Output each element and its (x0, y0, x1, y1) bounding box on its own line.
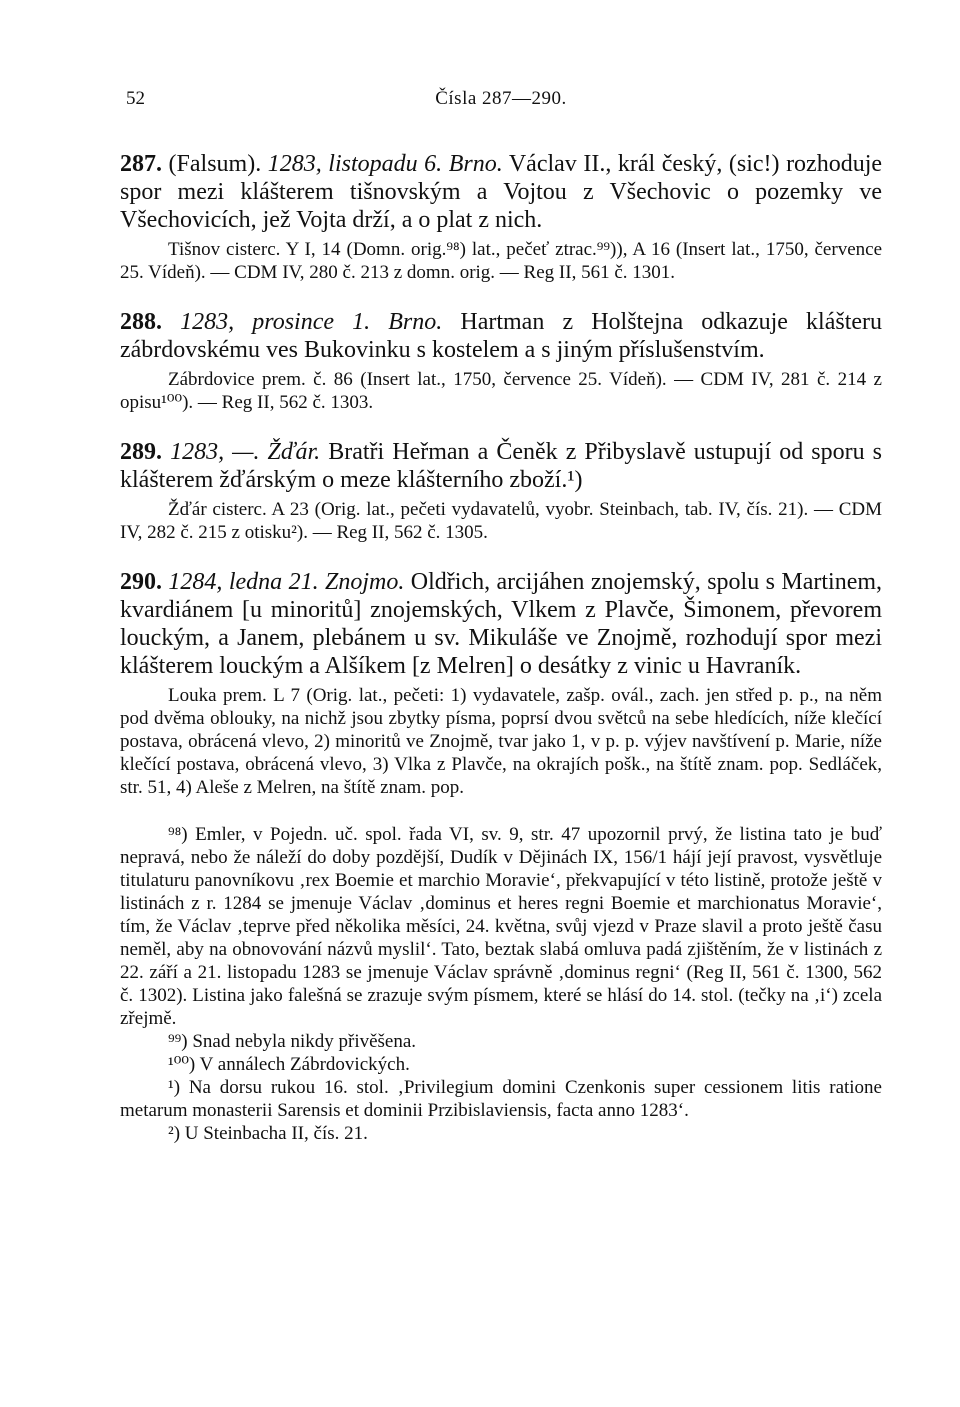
running-title: Čísla 287—290. (435, 88, 567, 109)
entry-body (120, 438, 882, 494)
entry-date: 1284, ledna 21. Znojmo. (168, 569, 405, 595)
entry-text: Hartman z Holštejna odkazuje klášteru zábrdovskému ves Bukovinku s kostelem a s jiným příslušenstvím. (120, 309, 883, 363)
footnotes (120, 823, 882, 1145)
entry-289 (120, 438, 882, 544)
running-head (120, 88, 882, 118)
entry-date: 1283, —. Žďár. (170, 439, 321, 465)
footnote-2: ²) U Steinbacha II, čís. 21. (168, 1123, 368, 1144)
entry-number: 290. (120, 569, 162, 595)
entry-number: 289. (120, 439, 162, 465)
document-page (120, 88, 882, 1145)
page-number: 52 (126, 88, 145, 109)
entry-note: Louka prem. L 7 (Orig. lat., pečeti: 1) vydavatele, zašp. ovál., zach. jen střed p. p., na něm pod dvěma oblouky, na nichž jsou zbytky písma, poprsí dvou světců na sebe hledících, níže klečící postava, obrácená vlevo, 2) minoritů ve Znojmě, tvar jako 1, v p. p. výjev navštívení p. Marie, níže klečící postava, obrácená vlevo, 3) Vlka z Plavče, na okrajích pošk., na štítě znam. pop. Sedláček, str. 51, 4) Aleše z Melren, na štítě znam. pop. (120, 685, 882, 798)
entry-290 (120, 568, 882, 799)
footnote-100: ¹⁰⁰) V annálech Zábrdovických. (168, 1054, 410, 1075)
footnote-1: ¹) Na dorsu rukou 16. stol. ‚Privilegium domini Czenkonis super cessionem litis ratione metarum monasterii Sarensis et dominii Przibislaviensis, facta anno 1283‘. (120, 1077, 882, 1121)
entry-number: 288. (120, 309, 162, 335)
entry-text: Oldřich, arcijáhen znojemský, spolu s Martinem, kvardiánem [u minoritů] znojemských, Vlkem z Plavče, Šimonem, převorem louckým, a Janem, plebánem u sv. Mikuláše ve Znojmě, rozhodují spor mezi klášterem louckým a Alšíkem [z Melren] o desátky z vinic u Havraník. (120, 569, 883, 679)
entry-note: Žďár cisterc. A 23 (Orig. lat., pečeti vydavatelů, vyobr. Steinbach, tab. IV, čís. 21). — CDM IV, 282 č. 215 z otisku²). — Reg II, 562 č. 1305. (120, 499, 882, 543)
entry-body (120, 568, 882, 680)
footnote-98: ⁹⁸) Emler, v Pojedn. uč. spol. řada VI, sv. 9, str. 47 upozornil prvý, že listina tato je buď nepravá, nebo že náleží do doby pozdější, Dudík v Dějinách IX, 156/1 hájí její pravost, vysvětluje titulaturu panovníkovu ‚rex Boemie et marchio Moravie‘, překvapující v této listině, protože ještě v listinách z r. 1284 se jmenuje Václav ‚dominus et heres regni Boemie et marchionatus Moravie‘, tím, že Václav ‚teprve před několika měsíci, 24. května, svůj vjezd v Praze slavil a proto ještě času neměl, aby na obnovování názvů myslil‘. Tato, beztak slabá omluva padá zjištěním, že v listinách z 22. září a 21. listopadu 1283 se jmenuje Václav správně ‚dominus regni‘ (Reg II, 561 č. 1300, 562 č. 1302). Listina jako falešná se zrazuje svým písmem, které se hlásí do 14. stol. (tečky na ‚i‘) zcela zřejmě. (120, 824, 882, 1029)
entry-287 (120, 150, 882, 284)
footnote-99: ⁹⁹) Snad nebyla nikdy přivěšena. (168, 1031, 417, 1052)
entry-body (120, 150, 882, 234)
entry-note: Zábrdovice prem. č. 86 (Insert lat., 1750, července 25. Vídeň). — CDM IV, 281 č. 214 z opisu¹⁰⁰). — Reg II, 562 č. 1303. (120, 369, 882, 413)
entry-date: 1283, listopadu 6. Brno. (267, 151, 503, 177)
entry-prefix: (Falsum). (168, 151, 262, 177)
entry-number: 287. (120, 151, 162, 177)
entry-text: Bratři Heřman a Čeněk z Přibyslavě ustupují od sporu s klášterem žďárským o meze klášterního zboží.¹) (120, 439, 883, 493)
entry-date: 1283, prosince 1. Brno. (180, 309, 443, 335)
entry-text: Václav II., král český, (sic!) rozhoduje spor mezi klášterem tišnovským a Vojtou z Všechovic o pozemky ve Všechovicích, jež Vojta drží, a o plat z nich. (120, 151, 883, 233)
entry-note: Tišnov cisterc. Y I, 14 (Domn. orig.⁹⁸) lat., pečeť ztrac.⁹⁹)), A 16 (Insert lat., 1750, července 25. Vídeň). — CDM IV, 280 č. 213 z domn. orig. — Reg II, 561 č. 1301. (120, 239, 882, 283)
entry-body (120, 308, 882, 364)
entry-288 (120, 308, 882, 414)
